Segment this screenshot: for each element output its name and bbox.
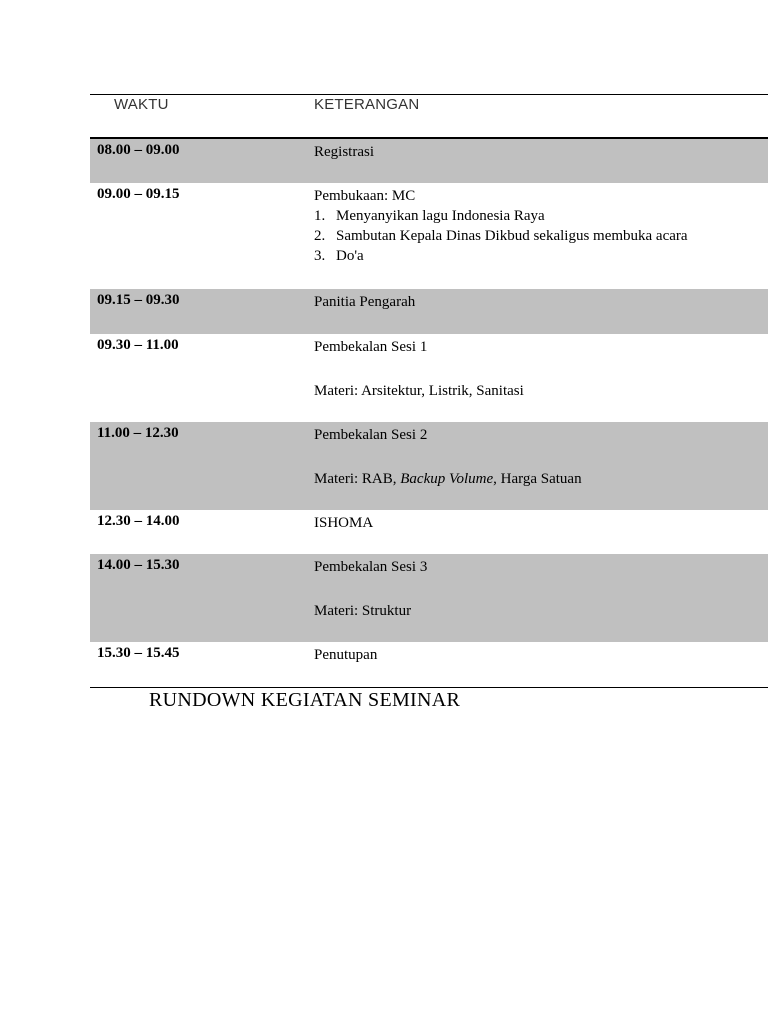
column-header-waktu: WAKTU [114, 96, 169, 113]
row-materi [314, 469, 582, 489]
table-top-rule [90, 94, 768, 95]
list-item-number: 1. [314, 208, 326, 224]
row-title: Penutupan [314, 647, 378, 663]
row-description [314, 557, 427, 621]
document-title: RUNDOWN KEGIATAN SEMINAR [149, 689, 461, 711]
row-title: Pembukaan: MC [314, 188, 416, 204]
row-time: 14.00 – 15.30 [97, 557, 180, 573]
row-title: Pembekalan Sesi 3 [314, 559, 428, 575]
row-time: 12.30 – 14.00 [97, 513, 180, 529]
row-title: Pembekalan Sesi 2 [314, 427, 428, 443]
materi-prefix: Materi: RAB, [314, 471, 401, 487]
table-row [90, 183, 768, 289]
row-title: Panitia Pengarah [314, 294, 416, 310]
table-row [90, 334, 768, 422]
table-row [90, 139, 768, 183]
list-item-text: Do'a [336, 248, 364, 264]
row-title: Registrasi [314, 144, 374, 160]
table-row [90, 510, 768, 554]
row-materi: Materi: Arsitektur, Listrik, Sanitasi [314, 383, 524, 399]
table-bottom-rule [90, 687, 768, 688]
list-item-number: 3. [314, 248, 326, 264]
row-description [314, 645, 377, 665]
row-title: ISHOMA [314, 515, 374, 531]
row-materi: Materi: Struktur [314, 603, 412, 619]
row-time: 09.00 – 09.15 [97, 186, 180, 202]
row-description [314, 425, 582, 489]
row-description [314, 142, 374, 162]
list-item [314, 206, 688, 226]
row-title: Pembekalan Sesi 1 [314, 339, 428, 355]
list-item-text: Sambutan Kepala Dinas Dikbud sekaligus membuka acara [336, 228, 688, 244]
row-time: 11.00 – 12.30 [97, 425, 179, 441]
table-row [90, 422, 768, 510]
table-row [90, 289, 768, 334]
row-description [314, 292, 415, 312]
column-header-keterangan: KETERANGAN [314, 96, 420, 113]
table-row [90, 554, 768, 642]
row-description [314, 513, 373, 533]
materi-suffix: , Harga Satuan [493, 471, 582, 487]
row-description [314, 337, 524, 401]
materi-italic: Backup Volume [400, 471, 494, 487]
list-item-number: 2. [314, 228, 326, 244]
row-time: 08.00 – 09.00 [97, 142, 180, 158]
list-item-text: Menyanyikan lagu Indonesia Raya [336, 208, 545, 224]
table-row [90, 642, 768, 687]
list-item [314, 246, 688, 266]
list-item [314, 226, 688, 246]
row-time: 09.15 – 09.30 [97, 292, 180, 308]
row-time: 15.30 – 15.45 [97, 645, 180, 661]
row-description [314, 186, 688, 266]
row-time: 09.30 – 11.00 [97, 337, 179, 353]
